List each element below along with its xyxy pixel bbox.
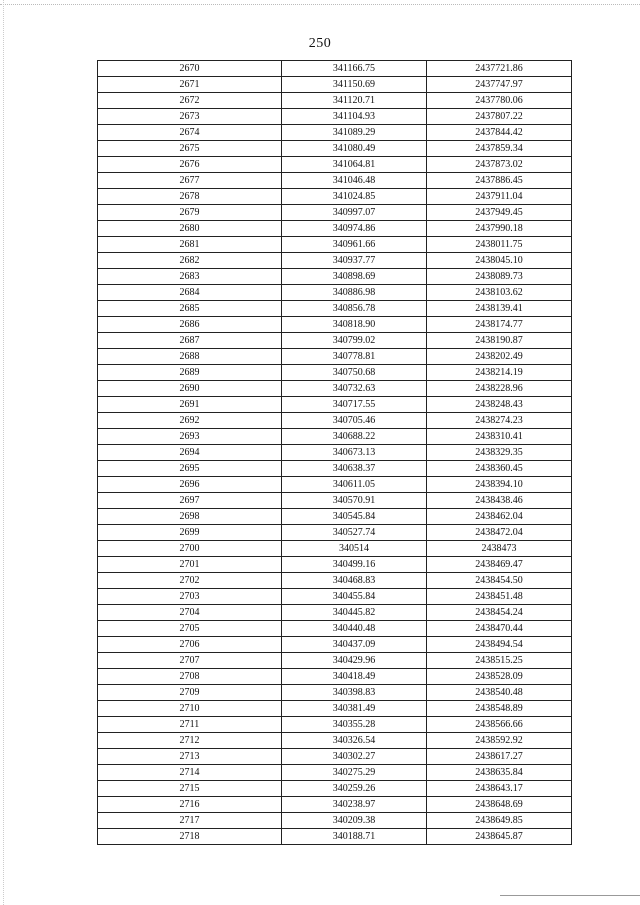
point-number-cell: 2673 (98, 109, 282, 125)
x-coordinate-cell: 340961.66 (282, 237, 427, 253)
table-row (98, 573, 572, 589)
table-row (98, 237, 572, 253)
point-number-cell: 2703 (98, 589, 282, 605)
point-number-cell: 2716 (98, 797, 282, 813)
coordinate-table-body (98, 61, 572, 845)
x-coordinate-cell: 340302.27 (282, 749, 427, 765)
table-row (98, 493, 572, 509)
x-coordinate-cell: 340381.49 (282, 701, 427, 717)
table-row (98, 637, 572, 653)
point-number-cell: 2688 (98, 349, 282, 365)
x-coordinate-cell: 340527.74 (282, 525, 427, 541)
table-row (98, 765, 572, 781)
point-number-cell: 2699 (98, 525, 282, 541)
y-coordinate-cell: 2438648.69 (427, 797, 572, 813)
point-number-cell: 2674 (98, 125, 282, 141)
point-number-cell: 2675 (98, 141, 282, 157)
y-coordinate-cell: 2438451.48 (427, 589, 572, 605)
table-row (98, 205, 572, 221)
table-row (98, 749, 572, 765)
y-coordinate-cell: 2438649.85 (427, 813, 572, 829)
y-coordinate-cell: 2438438.46 (427, 493, 572, 509)
table-row (98, 253, 572, 269)
x-coordinate-cell: 340326.54 (282, 733, 427, 749)
x-coordinate-cell: 340688.22 (282, 429, 427, 445)
y-coordinate-cell: 2438469.47 (427, 557, 572, 573)
y-coordinate-cell: 2437807.22 (427, 109, 572, 125)
table-row (98, 445, 572, 461)
y-coordinate-cell: 2437844.42 (427, 125, 572, 141)
y-coordinate-cell: 2438394.10 (427, 477, 572, 493)
y-coordinate-cell: 2438494.54 (427, 637, 572, 653)
point-number-cell: 2687 (98, 333, 282, 349)
y-coordinate-cell: 2438470.44 (427, 621, 572, 637)
y-coordinate-cell: 2437886.45 (427, 173, 572, 189)
table-row (98, 365, 572, 381)
table-row (98, 797, 572, 813)
y-coordinate-cell: 2438472.04 (427, 525, 572, 541)
table-row (98, 733, 572, 749)
point-number-cell: 2676 (98, 157, 282, 173)
y-coordinate-cell: 2438473 (427, 541, 572, 557)
table-row (98, 781, 572, 797)
point-number-cell: 2690 (98, 381, 282, 397)
x-coordinate-cell: 340570.91 (282, 493, 427, 509)
point-number-cell: 2672 (98, 93, 282, 109)
point-number-cell: 2709 (98, 685, 282, 701)
x-coordinate-cell: 340799.02 (282, 333, 427, 349)
point-number-cell: 2685 (98, 301, 282, 317)
point-number-cell: 2714 (98, 765, 282, 781)
y-coordinate-cell: 2438190.87 (427, 333, 572, 349)
table-row (98, 589, 572, 605)
table-row (98, 349, 572, 365)
y-coordinate-cell: 2438528.09 (427, 669, 572, 685)
point-number-cell: 2691 (98, 397, 282, 413)
y-coordinate-cell: 2438274.23 (427, 413, 572, 429)
table-row (98, 477, 572, 493)
x-coordinate-cell: 340673.13 (282, 445, 427, 461)
y-coordinate-cell: 2437873.02 (427, 157, 572, 173)
table-row (98, 285, 572, 301)
x-coordinate-cell: 340750.68 (282, 365, 427, 381)
point-number-cell: 2706 (98, 637, 282, 653)
page-number: 250 (308, 36, 332, 51)
table-row (98, 829, 572, 845)
table-row (98, 717, 572, 733)
x-coordinate-cell: 340937.77 (282, 253, 427, 269)
table-row (98, 509, 572, 525)
point-number-cell: 2677 (98, 173, 282, 189)
point-number-cell: 2694 (98, 445, 282, 461)
y-coordinate-cell: 2438228.96 (427, 381, 572, 397)
y-coordinate-cell: 2438139.41 (427, 301, 572, 317)
y-coordinate-cell: 2438454.50 (427, 573, 572, 589)
point-number-cell: 2670 (98, 61, 282, 77)
point-number-cell: 2701 (98, 557, 282, 573)
point-number-cell: 2683 (98, 269, 282, 285)
y-coordinate-cell: 2438617.27 (427, 749, 572, 765)
table-row (98, 77, 572, 93)
x-coordinate-cell: 341046.48 (282, 173, 427, 189)
y-coordinate-cell: 2438643.17 (427, 781, 572, 797)
table-row (98, 93, 572, 109)
x-coordinate-cell: 340545.84 (282, 509, 427, 525)
y-coordinate-cell: 2438329.35 (427, 445, 572, 461)
point-number-cell: 2686 (98, 317, 282, 333)
y-coordinate-cell: 2438248.43 (427, 397, 572, 413)
y-coordinate-cell: 2438103.62 (427, 285, 572, 301)
y-coordinate-cell: 2437911.04 (427, 189, 572, 205)
point-number-cell: 2718 (98, 829, 282, 845)
table-row (98, 61, 572, 77)
y-coordinate-cell: 2438045.10 (427, 253, 572, 269)
x-coordinate-cell: 341089.29 (282, 125, 427, 141)
table-row (98, 173, 572, 189)
table-row (98, 413, 572, 429)
point-number-cell: 2705 (98, 621, 282, 637)
x-coordinate-cell: 340856.78 (282, 301, 427, 317)
x-coordinate-cell: 340398.83 (282, 685, 427, 701)
point-number-cell: 2695 (98, 461, 282, 477)
point-number-cell: 2682 (98, 253, 282, 269)
table-row (98, 701, 572, 717)
x-coordinate-cell: 340468.83 (282, 573, 427, 589)
point-number-cell: 2711 (98, 717, 282, 733)
table-row (98, 461, 572, 477)
x-coordinate-cell: 341024.85 (282, 189, 427, 205)
point-number-cell: 2679 (98, 205, 282, 221)
x-coordinate-cell: 340209.38 (282, 813, 427, 829)
table-row (98, 621, 572, 637)
table-row (98, 429, 572, 445)
y-coordinate-cell: 2438645.87 (427, 829, 572, 845)
y-coordinate-cell: 2438310.41 (427, 429, 572, 445)
y-coordinate-cell: 2437990.18 (427, 221, 572, 237)
table-row (98, 317, 572, 333)
x-coordinate-cell: 340886.98 (282, 285, 427, 301)
x-coordinate-cell: 341166.75 (282, 61, 427, 77)
x-coordinate-cell: 341120.71 (282, 93, 427, 109)
x-coordinate-cell: 340997.07 (282, 205, 427, 221)
table-row (98, 189, 572, 205)
x-coordinate-cell: 340440.48 (282, 621, 427, 637)
y-coordinate-cell: 2438540.48 (427, 685, 572, 701)
x-coordinate-cell: 340429.96 (282, 653, 427, 669)
y-coordinate-cell: 2438202.49 (427, 349, 572, 365)
point-number-cell: 2692 (98, 413, 282, 429)
table-row (98, 605, 572, 621)
table-row (98, 397, 572, 413)
table-row (98, 301, 572, 317)
y-coordinate-cell: 2438548.89 (427, 701, 572, 717)
x-coordinate-cell: 340455.84 (282, 589, 427, 605)
point-number-cell: 2713 (98, 749, 282, 765)
scan-edge-top (0, 4, 640, 6)
x-coordinate-cell: 340418.49 (282, 669, 427, 685)
x-coordinate-cell: 340499.16 (282, 557, 427, 573)
point-number-cell: 2689 (98, 365, 282, 381)
x-coordinate-cell: 340437.09 (282, 637, 427, 653)
x-coordinate-cell: 340717.55 (282, 397, 427, 413)
y-coordinate-cell: 2437721.86 (427, 61, 572, 77)
x-coordinate-cell: 340445.82 (282, 605, 427, 621)
x-coordinate-cell: 340818.90 (282, 317, 427, 333)
point-number-cell: 2671 (98, 77, 282, 93)
point-number-cell: 2697 (98, 493, 282, 509)
point-number-cell: 2717 (98, 813, 282, 829)
table-row (98, 381, 572, 397)
x-coordinate-cell: 340188.71 (282, 829, 427, 845)
table-row (98, 109, 572, 125)
y-coordinate-cell: 2438592.92 (427, 733, 572, 749)
y-coordinate-cell: 2437949.45 (427, 205, 572, 221)
point-number-cell: 2681 (98, 237, 282, 253)
x-coordinate-cell: 341080.49 (282, 141, 427, 157)
table-row (98, 669, 572, 685)
x-coordinate-cell: 340638.37 (282, 461, 427, 477)
table-row (98, 541, 572, 557)
y-coordinate-cell: 2438454.24 (427, 605, 572, 621)
y-coordinate-cell: 2438214.19 (427, 365, 572, 381)
table-row (98, 269, 572, 285)
y-coordinate-cell: 2437747.97 (427, 77, 572, 93)
y-coordinate-cell: 2438174.77 (427, 317, 572, 333)
y-coordinate-cell: 2438089.73 (427, 269, 572, 285)
point-number-cell: 2700 (98, 541, 282, 557)
point-number-cell: 2702 (98, 573, 282, 589)
point-number-cell: 2707 (98, 653, 282, 669)
x-coordinate-cell: 341104.93 (282, 109, 427, 125)
table-row (98, 653, 572, 669)
y-coordinate-cell: 2438515.25 (427, 653, 572, 669)
table-row (98, 125, 572, 141)
scan-edge-bottom (500, 895, 640, 897)
point-number-cell: 2704 (98, 605, 282, 621)
table-row (98, 333, 572, 349)
y-coordinate-cell: 2437859.34 (427, 141, 572, 157)
point-number-cell: 2710 (98, 701, 282, 717)
point-number-cell: 2684 (98, 285, 282, 301)
x-coordinate-cell: 340705.46 (282, 413, 427, 429)
y-coordinate-cell: 2438635.84 (427, 765, 572, 781)
y-coordinate-cell: 2438011.75 (427, 237, 572, 253)
point-number-cell: 2708 (98, 669, 282, 685)
y-coordinate-cell: 2438360.45 (427, 461, 572, 477)
table-row (98, 557, 572, 573)
x-coordinate-cell: 340275.29 (282, 765, 427, 781)
table-row (98, 525, 572, 541)
x-coordinate-cell: 341064.81 (282, 157, 427, 173)
x-coordinate-cell: 340355.28 (282, 717, 427, 733)
x-coordinate-cell: 340732.63 (282, 381, 427, 397)
point-number-cell: 2680 (98, 221, 282, 237)
point-number-cell: 2696 (98, 477, 282, 493)
y-coordinate-cell: 2437780.06 (427, 93, 572, 109)
x-coordinate-cell: 340259.26 (282, 781, 427, 797)
x-coordinate-cell: 340238.97 (282, 797, 427, 813)
scan-edge-left (3, 0, 5, 905)
x-coordinate-cell: 340974.86 (282, 221, 427, 237)
y-coordinate-cell: 2438566.66 (427, 717, 572, 733)
point-number-cell: 2678 (98, 189, 282, 205)
x-coordinate-cell: 341150.69 (282, 77, 427, 93)
table-row (98, 685, 572, 701)
coordinate-table (97, 60, 572, 845)
x-coordinate-cell: 340611.05 (282, 477, 427, 493)
x-coordinate-cell: 340898.69 (282, 269, 427, 285)
table-row (98, 221, 572, 237)
point-number-cell: 2698 (98, 509, 282, 525)
y-coordinate-cell: 2438462.04 (427, 509, 572, 525)
point-number-cell: 2693 (98, 429, 282, 445)
x-coordinate-cell: 340514 (282, 541, 427, 557)
table-row (98, 813, 572, 829)
point-number-cell: 2715 (98, 781, 282, 797)
table-row (98, 157, 572, 173)
point-number-cell: 2712 (98, 733, 282, 749)
table-row (98, 141, 572, 157)
x-coordinate-cell: 340778.81 (282, 349, 427, 365)
